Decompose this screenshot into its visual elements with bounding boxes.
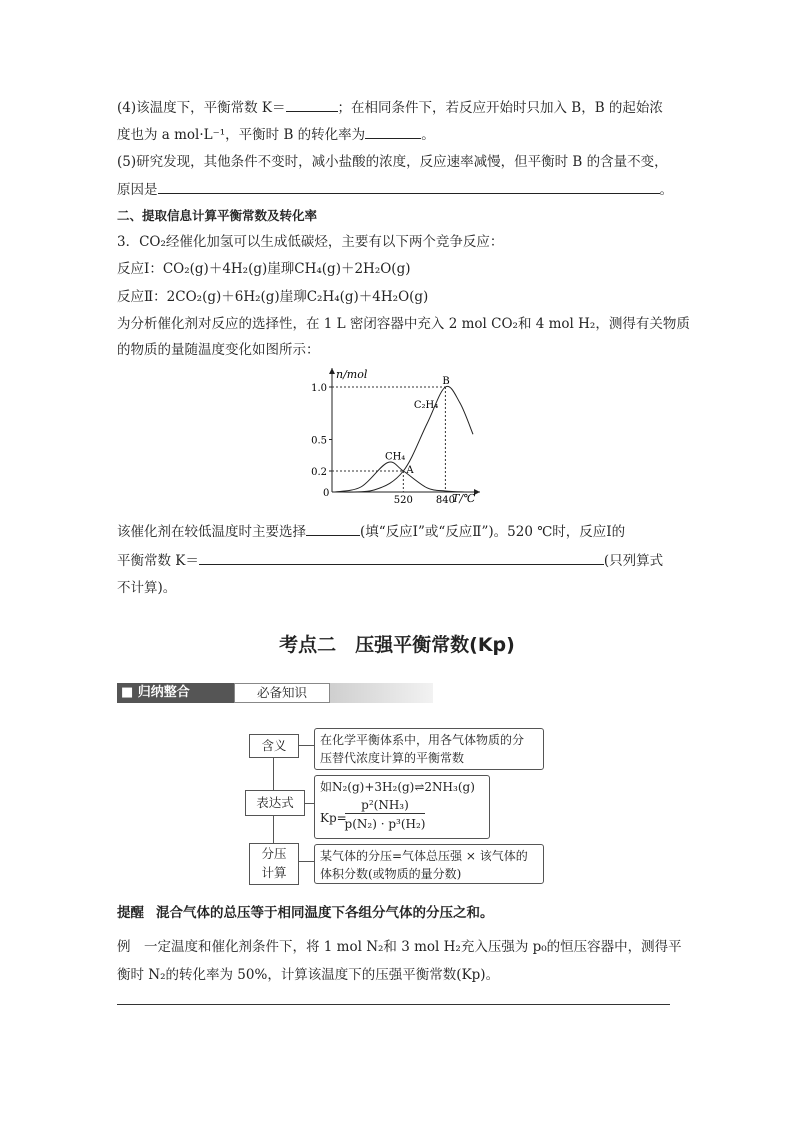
concept-expr-kp: Kp= bbox=[320, 811, 347, 825]
x-tick-label: 520 bbox=[393, 495, 413, 504]
concept-link-2 bbox=[304, 803, 314, 804]
tip bbox=[117, 904, 494, 922]
concept-key-partial-2: 计算 bbox=[261, 865, 287, 880]
summary-banner bbox=[117, 683, 433, 703]
q3-blank-reaction[interactable] bbox=[306, 521, 360, 536]
bottom-rule bbox=[117, 1004, 670, 1005]
concept-meaning-line1: 在化学平衡体系中，用各气体物质的分 bbox=[320, 733, 525, 747]
q4-line1 bbox=[117, 97, 663, 117]
q3-ask1-b: (填“反应Ⅰ”或“反应Ⅱ”)。520 ℃时，反应Ⅰ的 bbox=[360, 524, 626, 540]
q3-ask2-b: (只列算式 bbox=[603, 553, 664, 569]
concept-key-partial bbox=[249, 843, 299, 885]
q4-blank-k[interactable] bbox=[286, 97, 338, 112]
q3-blank-k[interactable] bbox=[199, 550, 604, 565]
section-title: 考点二 压强平衡常数(Kp) bbox=[279, 634, 515, 656]
y-tick-label: 0.5 bbox=[311, 435, 327, 447]
q5-line2 bbox=[117, 179, 673, 199]
y-axis-label: n/mol bbox=[336, 368, 368, 381]
chart-root bbox=[311, 368, 480, 504]
series-label-c2h4: C₂H₄ bbox=[413, 400, 439, 411]
x-tick-label: 840 bbox=[435, 495, 455, 504]
q5-blank-reason[interactable] bbox=[158, 179, 660, 194]
concept-link-3 bbox=[298, 861, 314, 862]
q3-desc2: 的物质的量随温度变化如图所示： bbox=[117, 342, 320, 358]
tip-label: 提醒 bbox=[117, 905, 144, 921]
concept-key-expression: 表达式 bbox=[245, 790, 305, 816]
q4-text-a: (4)该温度下，平衡常数 K＝ bbox=[117, 100, 286, 116]
concept-expr-numerator: p²(NH₃) bbox=[345, 798, 425, 814]
y-tick-label: 1.0 bbox=[311, 383, 327, 394]
concept-box-expression bbox=[314, 775, 490, 839]
banner-left bbox=[117, 683, 234, 703]
q5-text-b: 。 bbox=[659, 182, 673, 198]
q4-line2 bbox=[117, 124, 435, 144]
point-label-a: A bbox=[406, 465, 414, 476]
q4-text-b: ；在相同条件下，若反应开始时只加入 B，B 的起始浓 bbox=[337, 100, 663, 116]
concept-expr-denominator: p(N₂) · p³(H₂) bbox=[344, 817, 426, 831]
y-tick-label: 0.2 bbox=[311, 467, 327, 478]
q3-reaction2: 反应Ⅱ：2CO₂(g)＋6H₂(g)崖珋C₂H₄(g)＋4H₂O(g) bbox=[117, 289, 429, 305]
q5-text-a: 原因是 bbox=[117, 182, 158, 198]
q5-line1: (5)研究发现，其他条件不变时，减小盐酸的浓度，反应速率减慢，但平衡时 B 的含量不变， bbox=[117, 154, 668, 170]
point-label-b: B bbox=[442, 376, 450, 387]
q3-desc1: 为分析催化剂对反应的选择性，在 1 L 密闭容器中充入 2 mol CO₂和 4 mol H₂，测得有关物质 bbox=[117, 316, 690, 332]
banner-left-text: ■ 归纳整合 bbox=[121, 685, 190, 700]
q4-text-d: 。 bbox=[421, 127, 435, 143]
q3-ask2-a: 平衡常数 K＝ bbox=[117, 553, 199, 569]
concept-partial-line2: 体积分数(或物质的量分数) bbox=[320, 867, 462, 881]
example-line2: 衡时 N₂的转化率为 50%，计算该温度下的压强平衡常数(Kp)。 bbox=[117, 967, 500, 983]
concept-meaning-line2: 压替代浓度计算的平衡常数 bbox=[320, 751, 465, 765]
concept-key-partial-1: 分压 bbox=[261, 846, 287, 861]
concept-key-meaning: 含义 bbox=[249, 734, 299, 758]
q3-ask2 bbox=[117, 550, 663, 570]
banner-fade bbox=[330, 683, 433, 703]
series-line-1 bbox=[335, 462, 466, 492]
q3-reaction1: 反应Ⅰ：CO₂(g)＋4H₂(g)崖珋CH₄(g)＋2H₂O(g) bbox=[117, 261, 411, 277]
chart bbox=[300, 362, 500, 504]
concept-partial-line1: 某气体的分压=气体总压强 × 该气体的 bbox=[320, 849, 528, 863]
origin-label: 0 bbox=[323, 488, 330, 499]
x-axis-label: T/℃ bbox=[452, 492, 476, 504]
section-heading: 二、提取信息计算平衡常数及转化率 bbox=[117, 208, 318, 223]
y-axis-arrow bbox=[329, 368, 335, 374]
concept-link-1 bbox=[297, 745, 314, 746]
q4-text-c: 度也为 a mol·L⁻¹，平衡时 B 的转化率为 bbox=[117, 127, 366, 143]
concept-box-partial bbox=[314, 844, 544, 884]
q3-intro: 3．CO₂经催化加氢可以生成低碳烃，主要有以下两个竞争反应： bbox=[117, 234, 504, 250]
q3-ask1 bbox=[117, 521, 625, 541]
example-line1: 例 一定温度和催化剂条件下，将 1 mol N₂和 3 mol H₂充入压强为 p₀的恒压容器中，测得平 bbox=[117, 939, 682, 955]
q3-ask1-a: 该催化剂在较低温度时主要选择 bbox=[117, 524, 306, 540]
concept-box-meaning bbox=[314, 728, 544, 770]
tip-text: 混合气体的总压等于相同温度下各组分气体的分压之和。 bbox=[156, 905, 494, 921]
q4-blank-conversion[interactable] bbox=[365, 124, 421, 139]
concept-expr-line1: 如N₂(g)+3H₂(g)⇌2NH₃(g) bbox=[320, 780, 475, 794]
q3-ask3: 不计算)。 bbox=[117, 580, 177, 596]
series-line-2 bbox=[335, 386, 473, 492]
series-label-ch4: CH₄ bbox=[384, 451, 406, 463]
banner-right: 必备知识 bbox=[234, 683, 330, 703]
